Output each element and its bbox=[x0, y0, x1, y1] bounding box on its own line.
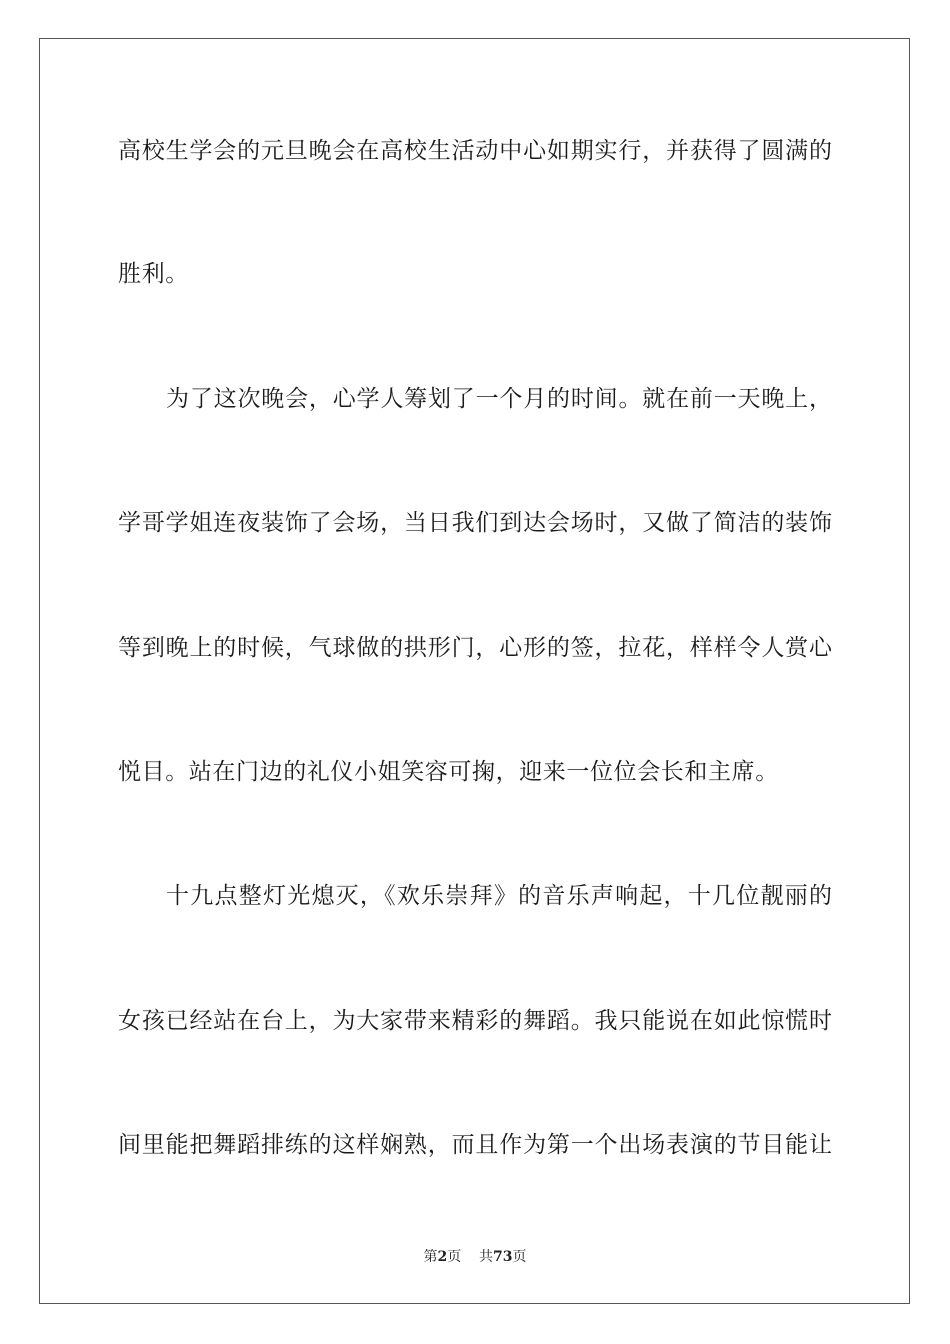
page-prefix: 第 bbox=[423, 1249, 438, 1265]
total-suffix: 页 bbox=[512, 1249, 527, 1265]
paragraph-line-5: 等到晚上的时候，气球做的拱形门，心形的签，拉花，样样令人赏心 bbox=[118, 635, 832, 661]
paragraph-line-4: 学哥学姐连夜装饰了会场，当日我们到达会场时，又做了简洁的装饰 bbox=[118, 510, 832, 536]
paragraph-line-2: 胜利。 bbox=[118, 261, 189, 287]
paragraph-line-3: 为了这次晚会，心学人筹划了一个月的时间。就在前一天晚上， bbox=[166, 386, 832, 412]
paragraph-line-7: 十九点整灯光熄灭，《欢乐崇拜》的音乐声响起，十几位靓丽的 bbox=[166, 883, 832, 909]
page-number: 2 bbox=[437, 1249, 448, 1265]
paragraph-line-1: 高校生学会的元旦晚会在高校生活动中心如期实行，并获得了圆满的 bbox=[118, 138, 832, 164]
paragraph-line-8: 女孩已经站在台上，为大家带来精彩的舞蹈。我只能说在如此惊慌时 bbox=[118, 1008, 832, 1034]
page-footer bbox=[0, 1246, 950, 1266]
page-suffix: 页 bbox=[447, 1249, 462, 1265]
paragraph-line-6: 悦目。站在门边的礼仪小姐笑容可掬，迎来一位位会长和主席。 bbox=[118, 759, 779, 785]
paragraph-line-9: 间里能把舞蹈排练的这样娴熟，而且作为第一个出场表演的节目能让 bbox=[118, 1132, 832, 1158]
total-prefix: 共 bbox=[479, 1249, 494, 1265]
page-border bbox=[39, 38, 910, 1304]
total-pages: 73 bbox=[493, 1249, 513, 1265]
